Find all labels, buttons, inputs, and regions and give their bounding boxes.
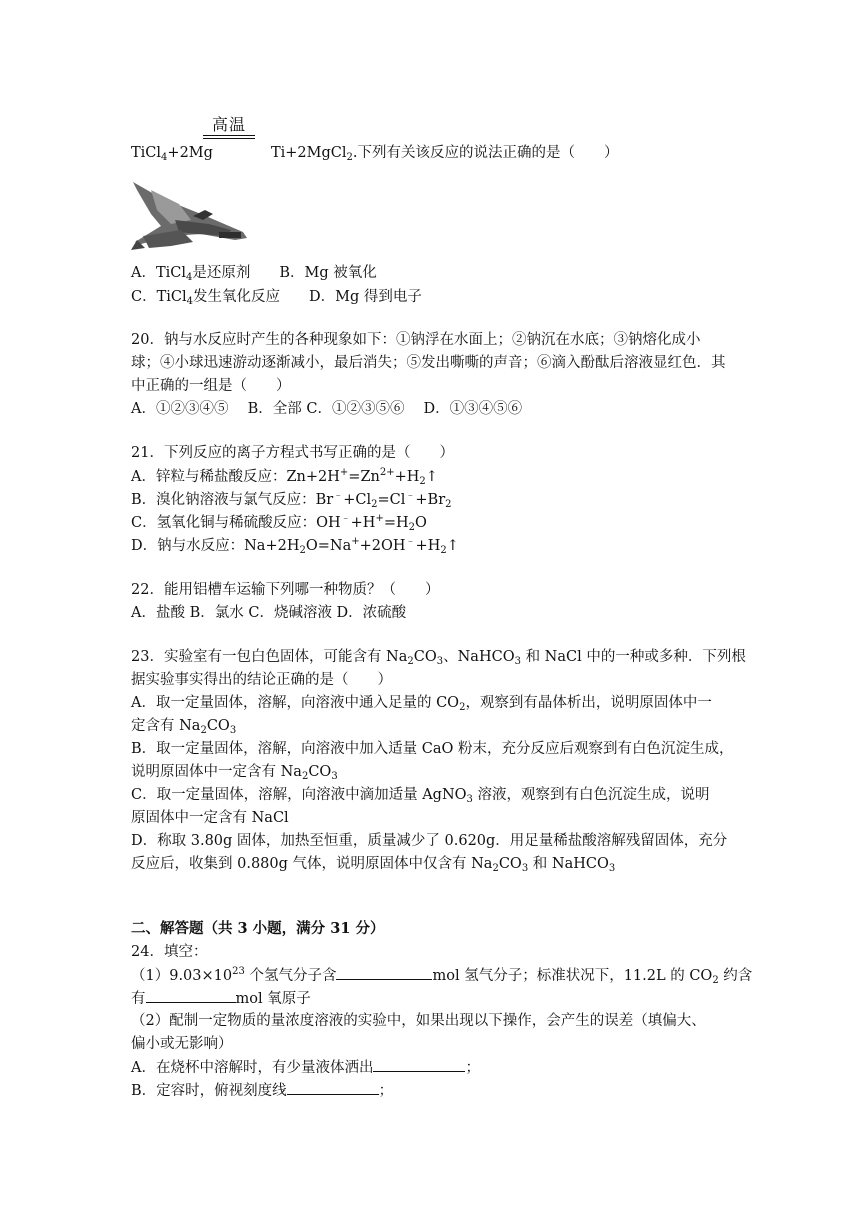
text: CO (206, 718, 230, 734)
q23-b1: B．取一定量固体，溶解，向溶液中加入适量 CaO 粉末，充分反应后观察到有白色沉淀生成， (131, 741, 734, 757)
reaction-condition (203, 112, 255, 139)
superscript: ﹣ (405, 490, 416, 501)
fighter-jet-image (131, 180, 249, 252)
q21-option-d (131, 536, 459, 556)
q21-option-a (131, 467, 438, 487)
option-b: 是还原剂 B．Mg 被氧化 (192, 265, 377, 281)
text: 溶液，观察到有白色沉淀生成，说明 (472, 787, 710, 803)
q23-c2: 原固体中一定含有 NaCl (131, 810, 289, 826)
text: 23．实验室有一包白色固体，可能含有 Na (131, 649, 408, 665)
subscript: 2 (419, 476, 426, 487)
subscript: 3 (331, 771, 338, 782)
q23-a2 (131, 716, 236, 736)
q21-option-c (131, 513, 427, 533)
text: =Cl (377, 492, 406, 508)
q22-options: A．盐酸 B．氯水 C．烧碱溶液 D．浓硫酸 (131, 605, 407, 621)
q23-line2: 据实验事实得出的结论正确的是（ ） (131, 672, 392, 688)
text: ； (465, 1060, 480, 1076)
subscript: 3 (229, 725, 237, 736)
text: C．取一定量固体，溶解，向溶液中滴加适量 AgNO (131, 787, 467, 803)
text: ； (378, 1083, 394, 1099)
q20-line2: 球；④小球迅速游动逐渐减小，最后消失；⑤发出嘶嘶的声音；⑥滴入酚酞后溶液显红色．其 (131, 355, 726, 371)
answer-blank[interactable] (287, 1080, 379, 1095)
subscript: 2 (408, 522, 415, 533)
subscript: 4 (186, 272, 193, 283)
reactant-ticl: TiCl (131, 145, 162, 161)
text: CO (498, 856, 522, 872)
text: +H (350, 515, 376, 531)
text: 和 NaHCO (528, 856, 609, 872)
text: +H (415, 538, 441, 554)
q23-a1 (131, 693, 712, 713)
subscript: 3 (521, 863, 529, 874)
text: A．锌粒与稀盐酸反应：Zn+2H (131, 469, 340, 485)
superscript: 23 (232, 966, 245, 977)
subscript: 3 (436, 656, 444, 667)
text: =Zn (348, 469, 380, 485)
text: +2OH (359, 538, 406, 554)
subscript: 2 (346, 152, 353, 163)
reactant-mg: +2Mg (167, 145, 213, 161)
text: CO (413, 649, 437, 665)
text: A．在烧杯中溶解时，有少量液体洒出 (131, 1060, 374, 1076)
text: 有 (131, 991, 146, 1007)
subscript: 2 (371, 499, 378, 510)
text: C．氢氧化铜与稀硫酸反应：OH (131, 515, 341, 531)
condition-label: 高温 (211, 115, 246, 134)
q20-line3: 中正确的一组是（ ） (131, 378, 291, 394)
section-heading: 二、解答题（共 3 小题，满分 31 分） (131, 920, 385, 937)
subscript: 2 (301, 771, 309, 782)
superscript: ﹣ (405, 536, 416, 547)
q24-option-a (131, 1057, 480, 1078)
text: 说明原固体中一定含有 Na (131, 764, 302, 780)
text: mol 氧原子 (235, 991, 311, 1007)
q24-part1-line2 (131, 988, 311, 1009)
q23-line1 (131, 647, 746, 667)
subscript: 3 (466, 794, 473, 805)
text: B．溴化钠溶液与氯气反应：Br (131, 492, 334, 508)
gas-arrow: ↑ (446, 538, 459, 554)
q23-c1 (131, 785, 710, 805)
gas-arrow: ↑ (425, 469, 438, 485)
text: +H (394, 469, 420, 485)
subscript: 3 (514, 656, 521, 667)
answer-blank[interactable] (336, 965, 432, 980)
option-d: 发生氧化反应 D．Mg 得到电子 (193, 289, 422, 305)
subscript: 2 (445, 499, 452, 510)
q24-part2-line2: 偏小或无影响） (131, 1036, 233, 1052)
q23-b2 (131, 762, 338, 782)
subscript: 3 (608, 863, 616, 874)
reaction-double-line (203, 135, 255, 139)
option-c: C．TiCl (131, 289, 187, 305)
q21-option-b (131, 490, 452, 510)
subscript: 2 (407, 656, 414, 667)
subscript: 2 (200, 725, 207, 736)
subscript: 2 (459, 702, 466, 713)
superscript: 2+ (379, 467, 395, 478)
text: 约含 (718, 968, 753, 984)
text: ，观察到有晶体析出，说明原固体中一 (465, 695, 712, 711)
option-a: A．TiCl (131, 265, 187, 281)
text: =H (383, 515, 409, 531)
q23-d1: D．称取 3.80g 固体，加热至恒重，质量减少了 0.620g．用足量稀盐酸溶解残留固体，充分 (131, 833, 728, 849)
text: （1）9.03×10 (131, 968, 233, 984)
subscript: 4 (161, 152, 168, 163)
q24-option-b (131, 1080, 393, 1101)
question-text: .下列有关该反应的说法正确的是（ ） (352, 145, 619, 161)
text: O=Na (305, 538, 352, 554)
q19-options-ab (131, 263, 377, 283)
text: 个氢气分子含 (244, 968, 337, 984)
text: 和 NaCl 中的一种或多种．下列根 (520, 649, 746, 665)
text: 定含有 Na (131, 718, 201, 734)
product-ti: Ti+2MgCl (270, 145, 347, 161)
q24-stem: 24．填空： (131, 944, 208, 960)
text: mol 氢气分子；标准状况下，11.2L 的 CO (432, 968, 713, 984)
reaction-equation (131, 143, 618, 163)
answer-blank[interactable] (146, 988, 236, 1003)
superscript: + (339, 467, 349, 478)
q19-options-cd (131, 287, 422, 307)
subscript: 2 (712, 975, 719, 986)
superscript: ﹣ (333, 490, 344, 501)
text: CO (308, 764, 332, 780)
subscript: 4 (186, 296, 194, 307)
text: +Cl (343, 492, 372, 508)
q24-part1-line1 (131, 965, 752, 986)
superscript: + (351, 536, 360, 547)
text: D．钠与水反应：Na+2H (131, 538, 300, 554)
text: +Br (415, 492, 446, 508)
subscript: 2 (440, 545, 447, 556)
answer-blank[interactable] (373, 1057, 465, 1072)
subscript: 2 (492, 863, 499, 874)
text: 、NaHCO (443, 649, 515, 665)
q20-line1: 20．钠与水反应时产生的各种现象如下：①钠浮在水面上；②钠沉在水底；③钠熔化成小 (131, 332, 701, 348)
q21-stem: 21．下列反应的离子方程式书写正确的是（ ） (131, 445, 454, 461)
q24-part2-line1: （2）配制一定物质的量浓度溶液的实验中，如果出现以下操作，会产生的误差（填偏大、 (131, 1013, 706, 1029)
superscript: ﹣ (340, 513, 351, 524)
text: O (415, 515, 427, 531)
q22-stem: 22．能用铝槽车运输下列哪一种物质？（ ） (131, 582, 440, 598)
text: B．定容时，俯视刻度线 (131, 1083, 287, 1099)
q23-d2 (131, 854, 615, 874)
superscript: + (375, 513, 384, 524)
q20-options: A．①②③④⑤ B．全部 C．①②③⑤⑥ D．①③④⑤⑥ (131, 401, 523, 417)
text: A．取一定量固体，溶解，向溶液中通入足量的 CO (131, 695, 460, 711)
subscript: 2 (299, 545, 306, 556)
text: 反应后，收集到 0.880g 气体，说明原固体中仅含有 Na (131, 856, 493, 872)
